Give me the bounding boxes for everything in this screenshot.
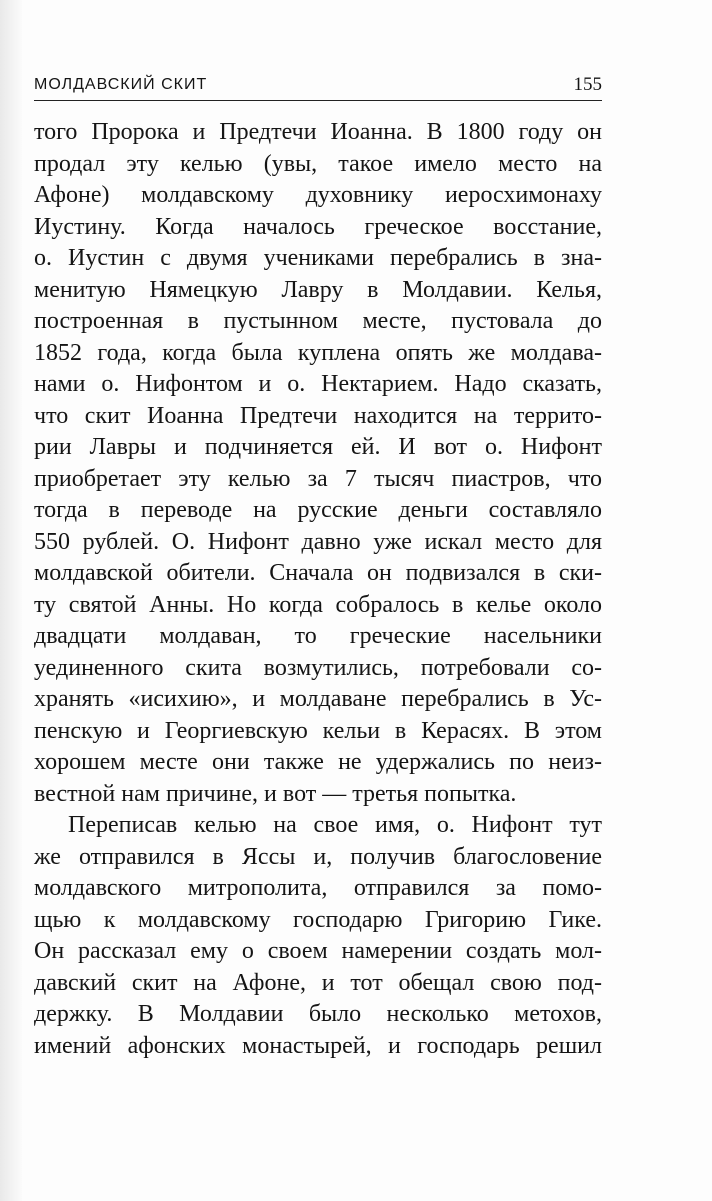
page-number: 155 [573,74,602,95]
text-line: двадцати молдаван, то греческие насельники [34,623,602,649]
text-line: Афоне) молдавскому духовнику иеросхимонаху [34,182,602,208]
text-line: вестной нам причине, и вот — третья попытка. [34,780,517,807]
text-line: приобретает эту келью за 7 тысяч пиастров, что [34,465,602,492]
text-line: 550 рублей. О. Нифонт давно уже искал место для [34,528,602,555]
text-line: о. Иустин с двумя учениками перебрались в зна- [34,245,602,271]
text-line: уединенного скита возмутились, потребовали со- [34,654,602,681]
text-line: построенная в пустынном месте, пустовала до [34,308,602,334]
text-line: Переписав келью на свое имя, о. Нифонт тут [68,812,602,838]
text-line: же отправился в Яссы и, получив благословение [34,843,602,870]
text-line: ту святой Анны. Но когда собралось в келье около [34,591,602,618]
text-line: что скит Иоанна Предтечи находится на террито- [34,402,602,429]
page-header [34,72,602,98]
scan-shadow [0,0,22,1201]
text-line: хранять «исихию», и молдаване перебрались в Ус- [34,686,602,712]
text-line: Он рассказал ему о своем намерении создать мол- [34,938,602,964]
text-line: молдавской обители. Сначала он подвизался в ски- [34,560,602,586]
text-line: 1852 года, когда была куплена опять же молдава- [34,339,602,366]
text-line: тогда в переводе на русские деньги составляло [34,497,602,523]
text-line: Иустину. Когда началось греческое восстание, [34,213,602,240]
text-line: щью к молдавскому господарю Григорию Гике. [34,906,602,933]
text-line: пенскую и Георгиевскую кельи в Керасях. В этом [34,717,602,744]
text-line: давский скит на Афоне, и тот обещал свою под- [34,969,602,996]
body-text [34,117,602,1062]
text-line: имений афонских монастырей, и господарь решил [34,1032,602,1059]
header-rule [34,100,602,101]
text-line: держку. В Молдавии было несколько метохов, [34,1001,602,1027]
text-line: продал эту келью (увы, такое имело место на [34,150,602,177]
text-line: молдавского митрополита, отправился за помо- [34,875,602,901]
text-line: нами о. Нифонтом и о. Нектарием. Надо сказать, [34,371,602,397]
text-line: того Пророка и Предтечи Иоанна. В 1800 году он [34,119,602,145]
text-line: хорошем месте они также не удержались по неиз- [34,749,602,775]
running-title: МОЛДАВСКИЙ СКИТ [34,76,208,93]
text-line: рии Лавры и подчиняется ей. И вот о. Нифонт [34,434,602,460]
text-line: менитую Нямецкую Лавру в Молдавии. Келья, [34,276,602,303]
